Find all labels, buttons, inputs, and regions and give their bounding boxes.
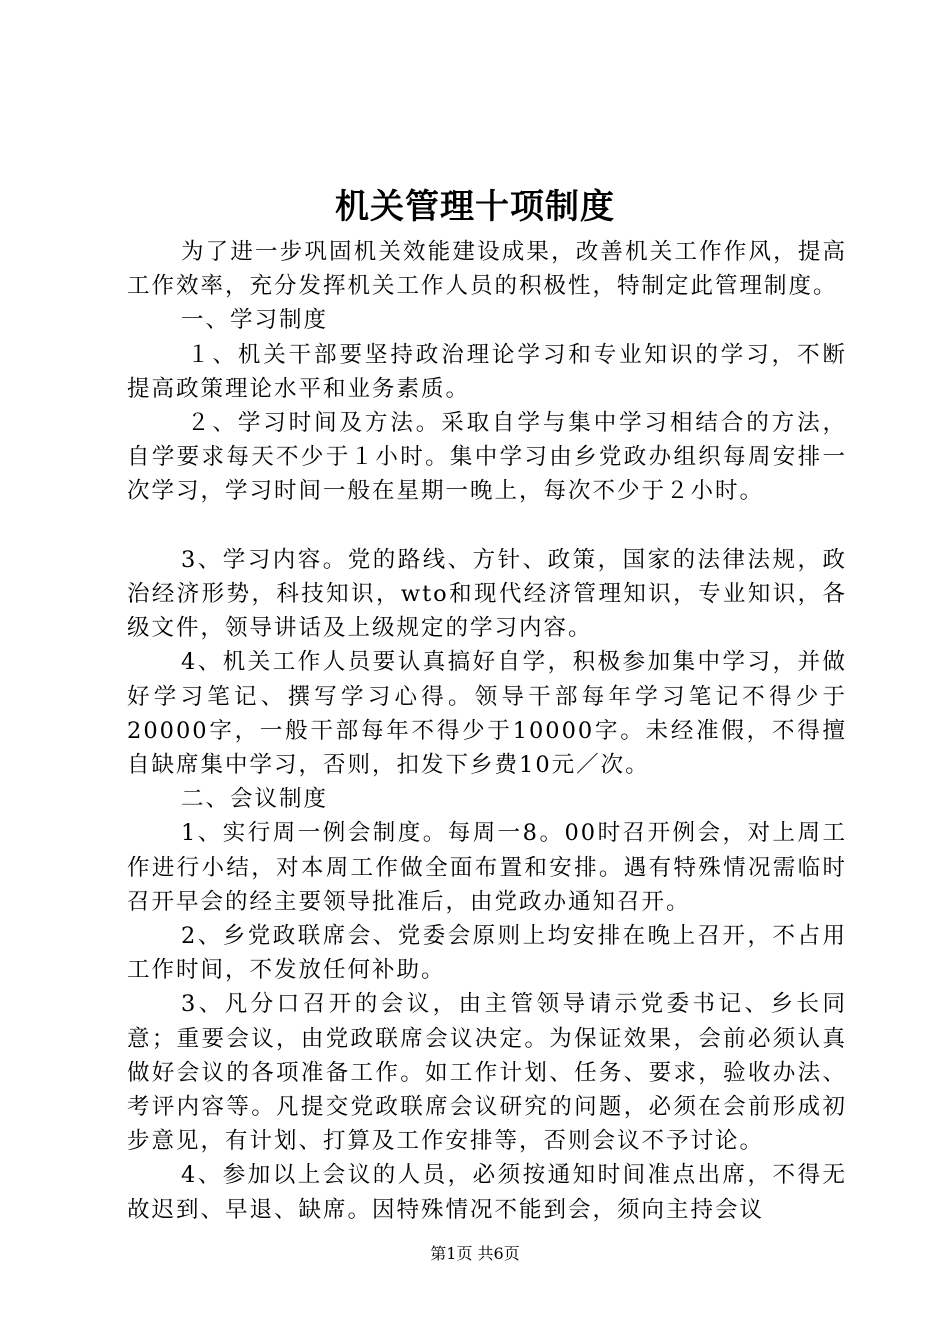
page-number-footer: 第1页 共6页 xyxy=(430,1244,520,1263)
section-heading-study: 一、学习制度 xyxy=(181,307,329,334)
study-item-3: 3、学习内容。党的路线、方针、政策，国家的法律法规，政治经济形势，科技知识，wto和现代经济管理知识，专业知识，各级文件，领导讲话及上级规定的学习内容。 xyxy=(127,546,847,642)
study-item-2: ２、学习时间及方法。采取自学与集中学习相结合的方法，自学要求每天不少于１小时。集中学习由乡党政办组织每周安排一次学习，学习时间一般在星期一晚上，每次不少于２小时。 xyxy=(127,410,847,505)
section-heading-meeting: 二、会议制度 xyxy=(181,786,329,813)
intro-paragraph: 为了进一步巩固机关效能建设成果，改善机关工作作风，提高工作效率，充分发挥机关工作人员的积极性，特制定此管理制度。 xyxy=(127,239,847,300)
meeting-item-1: 1、实行周一例会制度。每周一8。00时召开例会，对上周工作进行小结，对本周工作做全面布置和安排。遇有特殊情况需临时召开早会的经主要领导批准后，由党政办通知召开。 xyxy=(127,820,847,915)
document-title: 机关管理十项制度 xyxy=(335,187,615,227)
meeting-item-3: 3、凡分口召开的会议，由主管领导请示党委书记、乡长同意；重要会议，由党政联席会议决定。为保证效果，会前必须认真做好会议的各项准备工作。如工作计划、任务、要求，验收办法、考评内容等。凡提交党政联席会议研究的问题，必须在会前形成初步意见，有计划、打算及工作安排等，否则会议不予讨论。 xyxy=(127,991,847,1155)
study-item-4: 4、机关工作人员要认真搞好自学，积极参加集中学习，并做好学习笔记、撰写学习心得。领导干部每年学习笔记不得少于20000字，一般干部每年不得少于10000字。未经准假，不得擅自缺席集中学习，否则，扣发下乡费10元／次。 xyxy=(127,649,847,779)
paragraph-gap xyxy=(127,509,847,543)
document-body xyxy=(127,235,847,1227)
meeting-item-4: 4、参加以上会议的人员，必须按通知时间准点出席，不得无故迟到、早退、缺席。因特殊情况不能到会，须向主持会议 xyxy=(127,1162,847,1223)
study-item-1: １、机关干部要坚持政治理论学习和专业知识的学习，不断提高政策理论水平和业务素质。 xyxy=(127,341,847,402)
meeting-item-2: 2、乡党政联席会、党委会原则上均安排在晚上召开，不占用工作时间，不发放任何补助。 xyxy=(127,923,847,984)
